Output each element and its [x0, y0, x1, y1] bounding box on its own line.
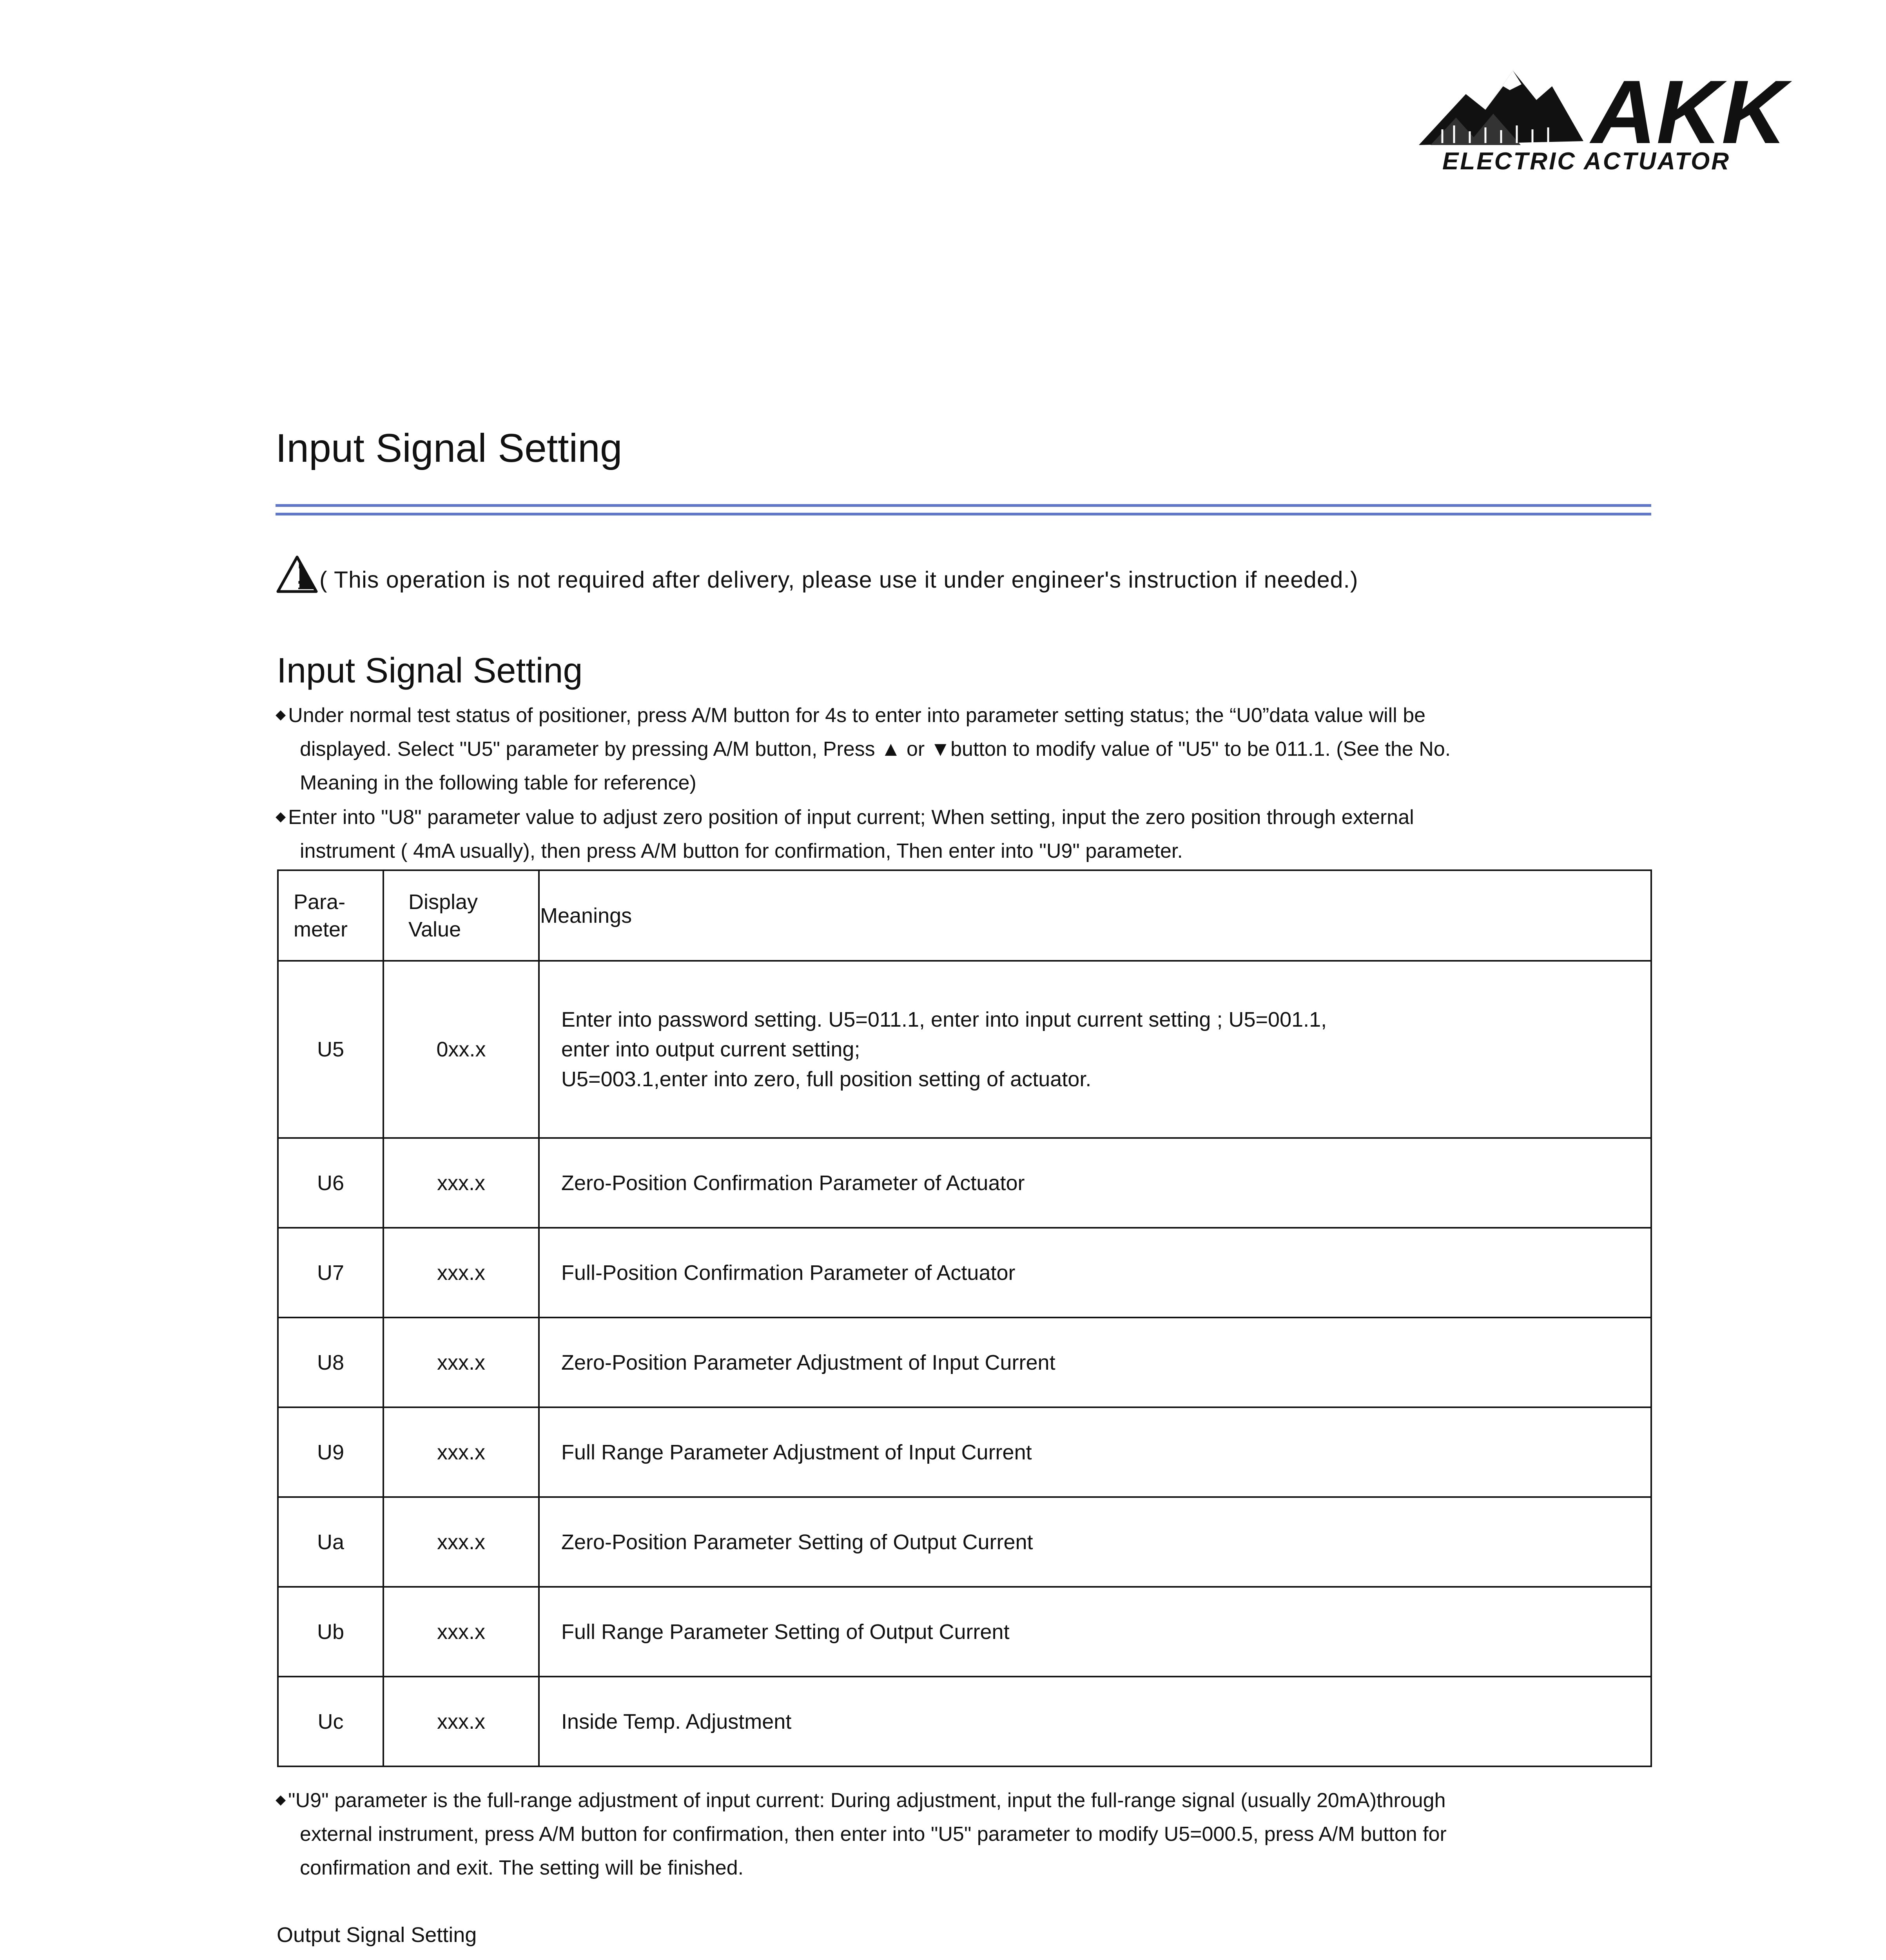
warning-text: ( This operation is not required after delivery, please use it under engineer's instruction if needed.): [319, 567, 1358, 593]
u9-line: confirmation and exit. The setting will be finished.: [300, 1857, 744, 1879]
table-row: [278, 1677, 1651, 1766]
param-cell: U9: [278, 1407, 383, 1497]
table-row: [278, 1318, 1651, 1407]
output-paragraph: [276, 1954, 1655, 1960]
title-divider-top: [276, 504, 1651, 507]
bullet-icon: ◆: [276, 809, 286, 824]
bullet-icon: ◆: [276, 1792, 286, 1807]
header-parameter: Para- meter: [278, 870, 383, 961]
value-cell: xxx.x: [383, 1318, 539, 1407]
u9-paragraph: [276, 1783, 1655, 1885]
param-cell: Ua: [278, 1497, 383, 1587]
intro-line: ◆ Under normal test status of positioner, press A/M button for 4s to enter into parameter setting status; the “U0”data value will be: [276, 704, 1426, 727]
brand-logo: [1419, 63, 1823, 176]
param-cell: Uc: [278, 1677, 383, 1766]
brand-tagline: ELECTRIC ACTUATOR: [1442, 148, 1731, 175]
warning-triangle-icon: [276, 555, 319, 594]
value-cell: xxx.x: [383, 1228, 539, 1318]
mountain-logo-icon: [1419, 63, 1823, 176]
table-row: [278, 1138, 1651, 1228]
section-title: Input Signal Setting: [277, 651, 583, 690]
value-cell: xxx.x: [383, 1587, 539, 1677]
title-divider-bottom: [276, 513, 1651, 515]
output-line: [276, 1954, 1655, 1960]
param-cell: U6: [278, 1138, 383, 1228]
warning-note: [276, 555, 1726, 598]
table-header-row: [278, 870, 1651, 961]
meaning-cell: Zero-Position Parameter Adjustment of Input Current: [539, 1318, 1651, 1407]
brand-name: AKK: [1591, 63, 1787, 162]
intro-line: displayed. Select "U5" parameter by pressing A/M button, Press ▲ or ▼button to modify value of "U5" to be 011.1. (See the No.: [300, 738, 1451, 760]
table-row: [278, 1587, 1651, 1677]
meaning-cell: Inside Temp. Adjustment: [539, 1677, 1651, 1766]
table-row: [278, 1407, 1651, 1497]
intro-paragraph: [276, 698, 1655, 868]
meaning-cell: Zero-Position Confirmation Parameter of Actuator: [539, 1138, 1651, 1228]
table-row: [278, 1497, 1651, 1587]
meaning-cell: Full Range Parameter Setting of Output Current: [539, 1587, 1651, 1677]
parameter-table: [277, 869, 1652, 1767]
output-section-title: Output Signal Setting: [277, 1923, 477, 1947]
meaning-cell: Full Range Parameter Adjustment of Input Current: [539, 1407, 1651, 1497]
value-cell: xxx.x: [383, 1407, 539, 1497]
u9-line: ◆ "U9" parameter is the full-range adjustment of input current: During adjustment, input the full-range signal (usually 20mA)through: [276, 1789, 1446, 1812]
param-cell: U7: [278, 1228, 383, 1318]
value-cell: xxx.x: [383, 1497, 539, 1587]
param-cell: U5: [278, 961, 383, 1138]
table-row: [278, 1228, 1651, 1318]
page-title: Input Signal Setting: [276, 426, 622, 470]
param-cell: Ub: [278, 1587, 383, 1677]
intro-line: Meaning in the following table for reference): [300, 771, 696, 794]
value-cell: xxx.x: [383, 1138, 539, 1228]
meaning-cell: Full-Position Confirmation Parameter of Actuator: [539, 1228, 1651, 1318]
bullet-icon: ◆: [276, 707, 286, 722]
value-cell: xxx.x: [383, 1677, 539, 1766]
value-cell: 0xx.x: [383, 961, 539, 1138]
intro-line: ◆ Enter into "U8" parameter value to adjust zero position of input current; When setting, input the zero position through external: [276, 806, 1414, 829]
meaning-cell: Enter into password setting. U5=011.1, enter into input current setting ; U5=001.1, enter into output current setting; U5=003.1,enter into zero, full position setting of actuator.: [539, 961, 1651, 1138]
header-meanings: Meanings: [539, 870, 1651, 961]
param-cell: U8: [278, 1318, 383, 1407]
table-row: [278, 961, 1651, 1138]
u9-line: external instrument, press A/M button for confirmation, then enter into "U5" parameter to modify U5=000.5, press A/M button for: [300, 1823, 1447, 1846]
intro-line: instrument ( 4mA usually), then press A/M button for confirmation, Then enter into "U9" parameter.: [300, 840, 1183, 862]
meaning-cell: Zero-Position Parameter Setting of Output Current: [539, 1497, 1651, 1587]
header-display-value: Display Value: [383, 870, 539, 961]
